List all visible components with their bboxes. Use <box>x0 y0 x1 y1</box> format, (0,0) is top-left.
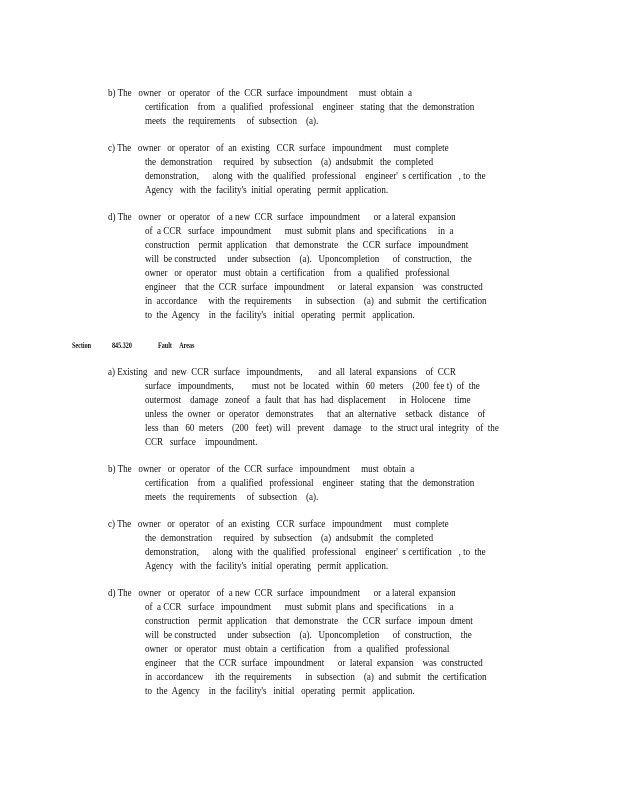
paragraph-line: construction permit application that demonstrate the CCR surface impoun dment <box>145 616 473 627</box>
paragraph-line: Agency with the facility's initial operating permit application. <box>145 561 389 572</box>
paragraph-line: a) Existing and new CCR surface impoundments, and all lateral expansions of CCR <box>108 367 456 378</box>
paragraph-line: engineer that the CCR surface impoundment or lateral expansion was constructed <box>145 658 483 669</box>
paragraph-line: b) The owner or operator of the CCR surface impoundment must obtain a <box>108 464 415 475</box>
paragraph-line: meets the requirements of subsection (a). <box>145 492 319 503</box>
paragraph-line: Agency with the facility's initial operating permit application. <box>145 185 389 196</box>
section-title: Fault Areas <box>158 340 195 350</box>
paragraph-line: engineer that the CCR surface impoundment or lateral expansion was constructed <box>145 282 483 293</box>
paragraph-line: less than 60 meters (200 feet) will prevent damage to the struct ural integrity of the <box>145 423 499 434</box>
paragraph-line: surface impoundments, must not be located within 60 meters (200 fee t) of the <box>145 381 480 392</box>
paragraph-line: will be constructed under subsection (a). Uponcompletion of construction, the <box>145 630 472 641</box>
paragraph-line: the demonstration required by subsection (a) andsubmit the completed <box>145 157 434 168</box>
paragraph-line: c) The owner or operator of an existing CCR surface impoundment must complete <box>108 519 449 530</box>
paragraph-line: demonstration, along with the qualified professional engineer' s certification , to the <box>145 547 486 558</box>
paragraph-line: CCR surface impoundment. <box>145 437 258 448</box>
section-label: Section <box>72 340 92 350</box>
paragraph-line: will be constructed under subsection (a). Uponcompletion of construction, the <box>145 254 472 265</box>
paragraph-line: unless the owner or operator demonstrates that an alternative setback distance of <box>145 409 486 420</box>
paragraph-line: certification from a qualified professional engineer stating that the demonstration <box>145 478 475 489</box>
paragraph-line: owner or operator must obtain a certification from a qualified professional <box>145 268 450 279</box>
paragraph-line: meets the requirements of subsection (a). <box>145 116 319 127</box>
paragraph-line: demonstration, along with the qualified professional engineer' s certification , to the <box>145 171 486 182</box>
paragraph-line: d) The owner or operator of a new CCR surface impoundment or a lateral expansion <box>108 212 456 223</box>
paragraph-line: to the Agency in the facility's initial operating permit application. <box>145 686 415 697</box>
paragraph-line: in accordancew ith the requirements in subsection (a) and submit the certification <box>145 672 487 683</box>
paragraph-line: b) The owner or operator of the CCR surface impoundment must obtain a <box>108 88 413 99</box>
paragraph-line: c) The owner or operator of an existing CCR surface impoundment must complete <box>108 143 449 154</box>
section-number: 845.320 <box>112 340 132 350</box>
paragraph-line: of a CCR surface impoundment must submit plans and specifications in a <box>145 226 454 237</box>
paragraph-line: in accordance with the requirements in subsection (a) and submit the certification <box>145 296 487 307</box>
paragraph-line: certification from a qualified professional engineer stating that the demonstration <box>145 102 475 113</box>
paragraph-line: d) The owner or operator of a new CCR surface impoundment or a lateral expansion <box>108 588 456 599</box>
paragraph-line: outermost damage zoneof a fault that has had displacement in Holocene time <box>145 395 471 406</box>
paragraph-line: owner or operator must obtain a certification from a qualified professional <box>145 644 450 655</box>
paragraph-line: to the Agency in the facility's initial operating permit application. <box>145 310 415 321</box>
paragraph-line: of a CCR surface impoundment must submit plans and specifications in a <box>145 602 454 613</box>
paragraph-line: the demonstration required by subsection (a) andsubmit the completed <box>145 533 434 544</box>
paragraph-line: construction permit application that demonstrate the CCR surface impoundment <box>145 240 469 251</box>
